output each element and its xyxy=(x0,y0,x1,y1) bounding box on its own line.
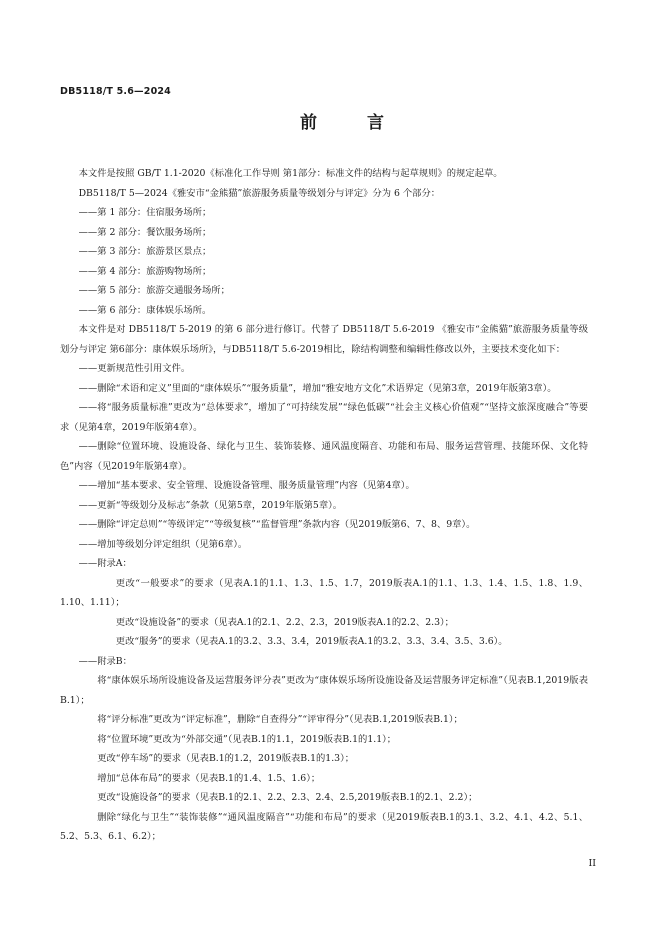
paragraph: ——删除“评定总则”“等级评定”“等级复核”“监督管理”条款内容（见2019版第6、7、8、9章）。 xyxy=(78,519,476,530)
paragraph: ——更新规范性引用文件。 xyxy=(78,363,191,374)
paragraph: 本文件是按照 GB/T 1.1-2020《标准化工作导则 第1部分：标准文件的结构与起草规则》的规定起草。 xyxy=(78,168,503,179)
paragraph: ——第 3 部分：旅游景区景点； xyxy=(78,246,212,257)
paragraph: ——第 6 部分：康体娱乐场所。 xyxy=(78,304,212,316)
document-code: DB5118/T 5.6—2024 xyxy=(60,86,171,97)
paragraph: DB5118/T 5—2024《雅安市“金熊猫”旅游服务质量等级划分与评定》分为 6 个部分： xyxy=(78,187,441,199)
paragraph: 更改“设施设备”的要求（见表B.1的2.1、2.2、2.3、2.4、2.5,2019版表B.1的2.1、2.2）； xyxy=(97,792,478,803)
paragraph: ——增加“基本要求、安全管理、设施设备管理、服务质量管理”内容（见第4章）。 xyxy=(78,480,415,491)
paragraph: ——增加等级划分评定组织（见第6章）。 xyxy=(78,538,248,550)
paragraph: 更改“服务”的要求（见表A.1的3.2、3.3、3.4，2019版表A.1的3.2、3.3、3.4、3.5、3.6）。 xyxy=(115,636,508,647)
paragraph: ——附录A： xyxy=(78,558,132,569)
paragraph: ——附录B： xyxy=(78,655,132,667)
page-number: II xyxy=(588,858,596,869)
paragraph: 增加“总体布局”的要求（见表B.1的1.4、1.5、1.6）； xyxy=(97,772,321,784)
paragraph: ——第 2 部分：餐饮服务场所； xyxy=(78,226,212,238)
paragraph: 将“康体娱乐场所设施设备及运营服务评分表”更改为“康体娱乐场所设施设备及运营服务评定标准”（见表B.1,2019版表B.1）； xyxy=(60,675,588,706)
paragraph: 删除“绿化与卫生”“装饰装修”“通风温度隔音”“功能和布局”的要求（见2019版表B.1的3.1、3.2、4.1、4.2、5.1、5.2、5.3、6.1、6.2）； xyxy=(60,811,588,842)
paragraph: ——第 4 部分：旅游购物场所； xyxy=(78,265,212,277)
paragraph: 本文件是对 DB5118/T 5-2019 的第 6 部分进行修订。代替了 DB5118/T 5.6-2019 《雅安市“金熊猫”旅游服务质量等级划分与评定 第6部分：康体娱乐场所》，与DB5118/T 5.6-2019相比，除结构调整和编辑性修改以外，主要技术变化如下： xyxy=(60,324,588,355)
foreword-body xyxy=(60,164,588,847)
paragraph: ——删除“位置环境、设施设备、绿化与卫生、装饰装修、通风温度隔音、功能和布局、服务运营管理、技能环保、文化特色”内容（见2019年版第4章）。 xyxy=(60,441,588,472)
paragraph: 更改“停车场”的要求（见表B.1的1.2，2019版表B.1的1.3）； xyxy=(97,753,355,764)
paragraph: 将“评分标准”更改为“评定标准”，删除“自查得分”“评审得分”（见表B.1,2019版表B.1）； xyxy=(97,714,463,725)
paragraph: 更改“设施设备”的要求（见表A.1的2.1、2.2、2.3，2019版表A.1的2.2、2.3）； xyxy=(115,616,454,628)
paragraph: ——更新“等级划分及标志”条款（见第5章，2019年版第5章）。 xyxy=(78,499,343,511)
paragraph: 更改“一般要求”的要求（见表A.1的1.1、1.3、1.5、1.7，2019版表A.1的1.1、1.3、1.4、1.5、1.8、1.9、1.10、1.11）； xyxy=(60,577,588,608)
page-title: 前 言 xyxy=(300,113,406,133)
paragraph: ——第 5 部分：旅游交通服务场所； xyxy=(78,285,230,296)
paragraph: ——第 1 部分：住宿服务场所； xyxy=(78,207,212,218)
paragraph: ——将“服务质量标准”更改为“总体要求”，增加了“可持续发展”“绿色低碳”“社会主义核心价值观”“坚持文旅深度融合”等要求（见第4章，2019年版第4章）。 xyxy=(60,402,588,433)
paragraph: 将“位置环境”更改为“外部交通”（见表B.1的1.1，2019版表B.1的1.1）； xyxy=(97,733,397,745)
paragraph: ——删除“术语和定义”里面的“康体娱乐”“服务质量”，增加“雅安地方文化”术语界定（见第3章，2019年版第3章）。 xyxy=(78,382,557,394)
